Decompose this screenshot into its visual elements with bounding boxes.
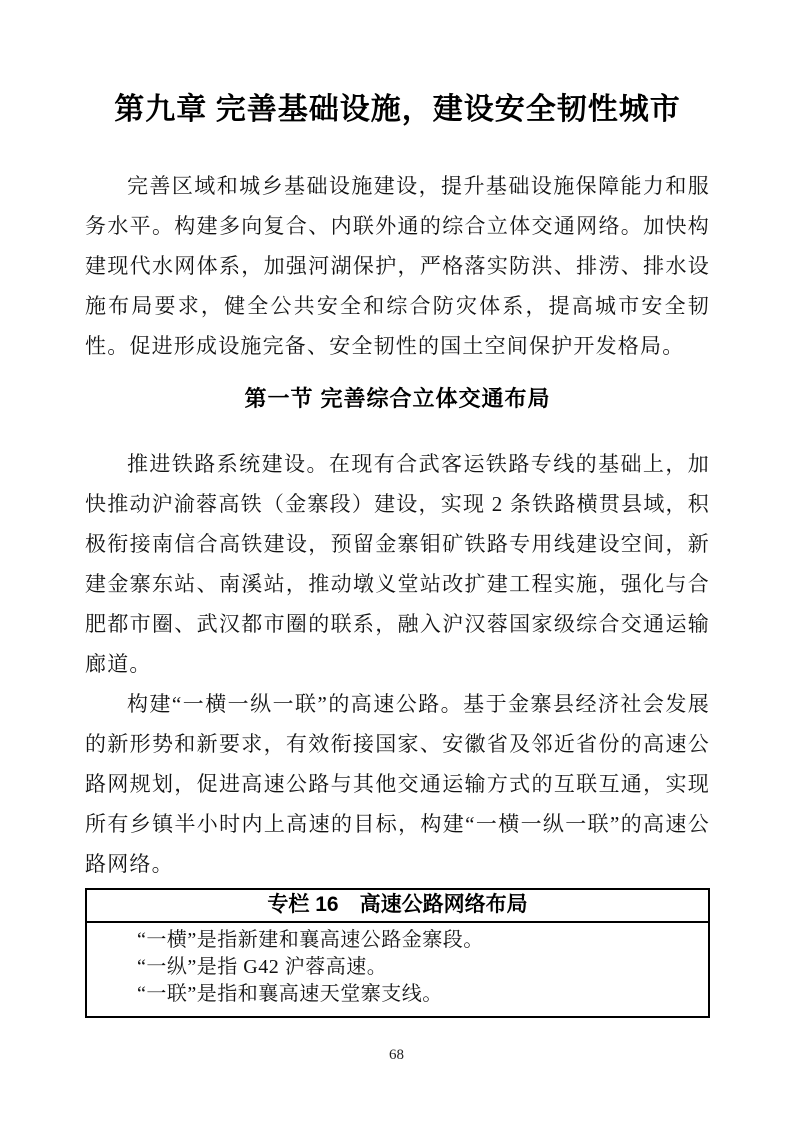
callout-line-yizong: “一纵”是指 G42 沪蓉高速。 [137, 956, 388, 978]
chapter-title: 第九章 完善基础设施，建设安全韧性城市 [114, 93, 681, 126]
page-number: 68 [389, 1047, 404, 1063]
paragraph-highway: 构建“一横一纵一联”的高速公路。基于金寨县经济社会发展的新形势和新要求，有效衔接国家、安徽省及邻近省份的高速公路网规划，促进高速公路与其他交通运输方式的互联互通，实现所有乡镇半小时内上高速的目标，构建“一横一纵一联”的高速公路网络。 [85, 692, 710, 876]
callout-box-16 [85, 888, 710, 1018]
callout-line-yiheng: “一横”是指新建和襄高速公路金寨段。 [137, 929, 484, 951]
paragraph-railway: 推进铁路系统建设。在现有合武客运铁路专线的基础上，加快推动沪渝蓉高铁（金寨段）建设，实现 2 条铁路横贯县域，积极衔接南信合高铁建设，预留金寨钼矿铁路专用线建设空间，新建金寨东站、南溪站，推动墩义堂站改扩建工程实施，强化与合肥都市圈、武汉都市圈的联系，融入沪汉蓉国家级综合交通运输廊道。 [85, 452, 710, 676]
paragraph-intro: 完善区域和城乡基础设施建设，提升基础设施保障能力和服务水平。构建多向复合、内联外通的综合立体交通网络。加快构建现代水网体系，加强河湖保护，严格落实防洪、排涝、排水设施布局要求，健全公共安全和综合防灾体系，提高城市安全韧性。促进形成设施完备、安全韧性的国土空间保护开发格局。 [85, 174, 710, 358]
callout-box-header: 专栏 16 高速公路网络布局 [87, 890, 708, 923]
callout-box-body [87, 923, 708, 1016]
section-heading: 第一节 完善综合立体交通布局 [244, 386, 551, 411]
callout-line-yilian: “一联”是指和襄高速天堂寨支线。 [137, 983, 443, 1005]
